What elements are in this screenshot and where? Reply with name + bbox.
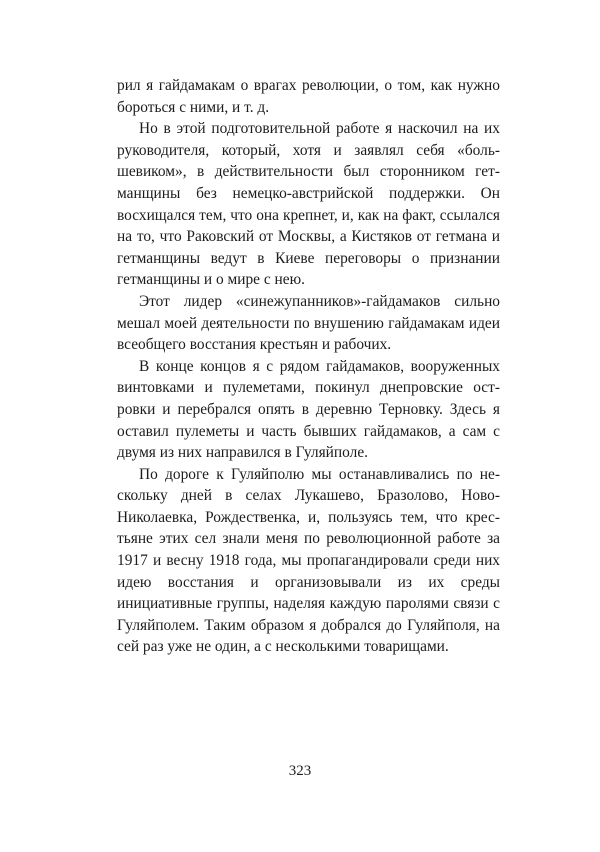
paragraph-5: По дороге к Гуляйполю мы останавливались по нескольку дней в селах Лукашево, Бразолово, Ново-Николаевка, Рождественка, и, пользуясь тем, что крестьяне этих сел знали меня по революционной работе за 1917 и весну 1918 года, мы пропагандировали среди них идею восстания и организовывали из их среды инициативные группы, наделяя каждую паролями связи с Гуляйполем. Таким образом я добрался до Гуляйполя, на сей раз уже не один, а с несколькими товарищами. [117, 465, 500, 656]
paragraph-1: рил я гайдамакам о врагах революции, о том, как нужно бороться с ними, и т. д. [117, 77, 500, 116]
paragraph-2: Но в этой подготовительной работе я наскочил на их руководителя, который, хотя и заявлял себя «большевиком», в действительности был сторонником гетманщины без немецко-австрийской поддержки. Он восхищался тем, что она крепнет, и, как на факт, ссылался на то, что Раковский от Москвы, а Кистяков от гетмана и гетманщины ведут в Киеве переговоры о признании гетманщины и о мире с нею. [117, 120, 500, 289]
paragraph-4: В конце концов я с рядом гайдамаков, вооруженных винтовками и пулеметами, покинул днепровские островки и перебрался опять в деревню Терновку. Здесь я оставил пулеметы и часть бывших гайдамаков, а сам с двумя из них направился в Гуляйполе. [117, 357, 500, 462]
paragraph-3: Этот лидер «синежупанников»-гайдамаков сильно мешал моей деятельности по внушению гайдамакам идеи всеобщего восстания крестьян и рабочих. [117, 292, 500, 354]
body-text [117, 75, 500, 658]
page-number: 323 [288, 763, 312, 779]
